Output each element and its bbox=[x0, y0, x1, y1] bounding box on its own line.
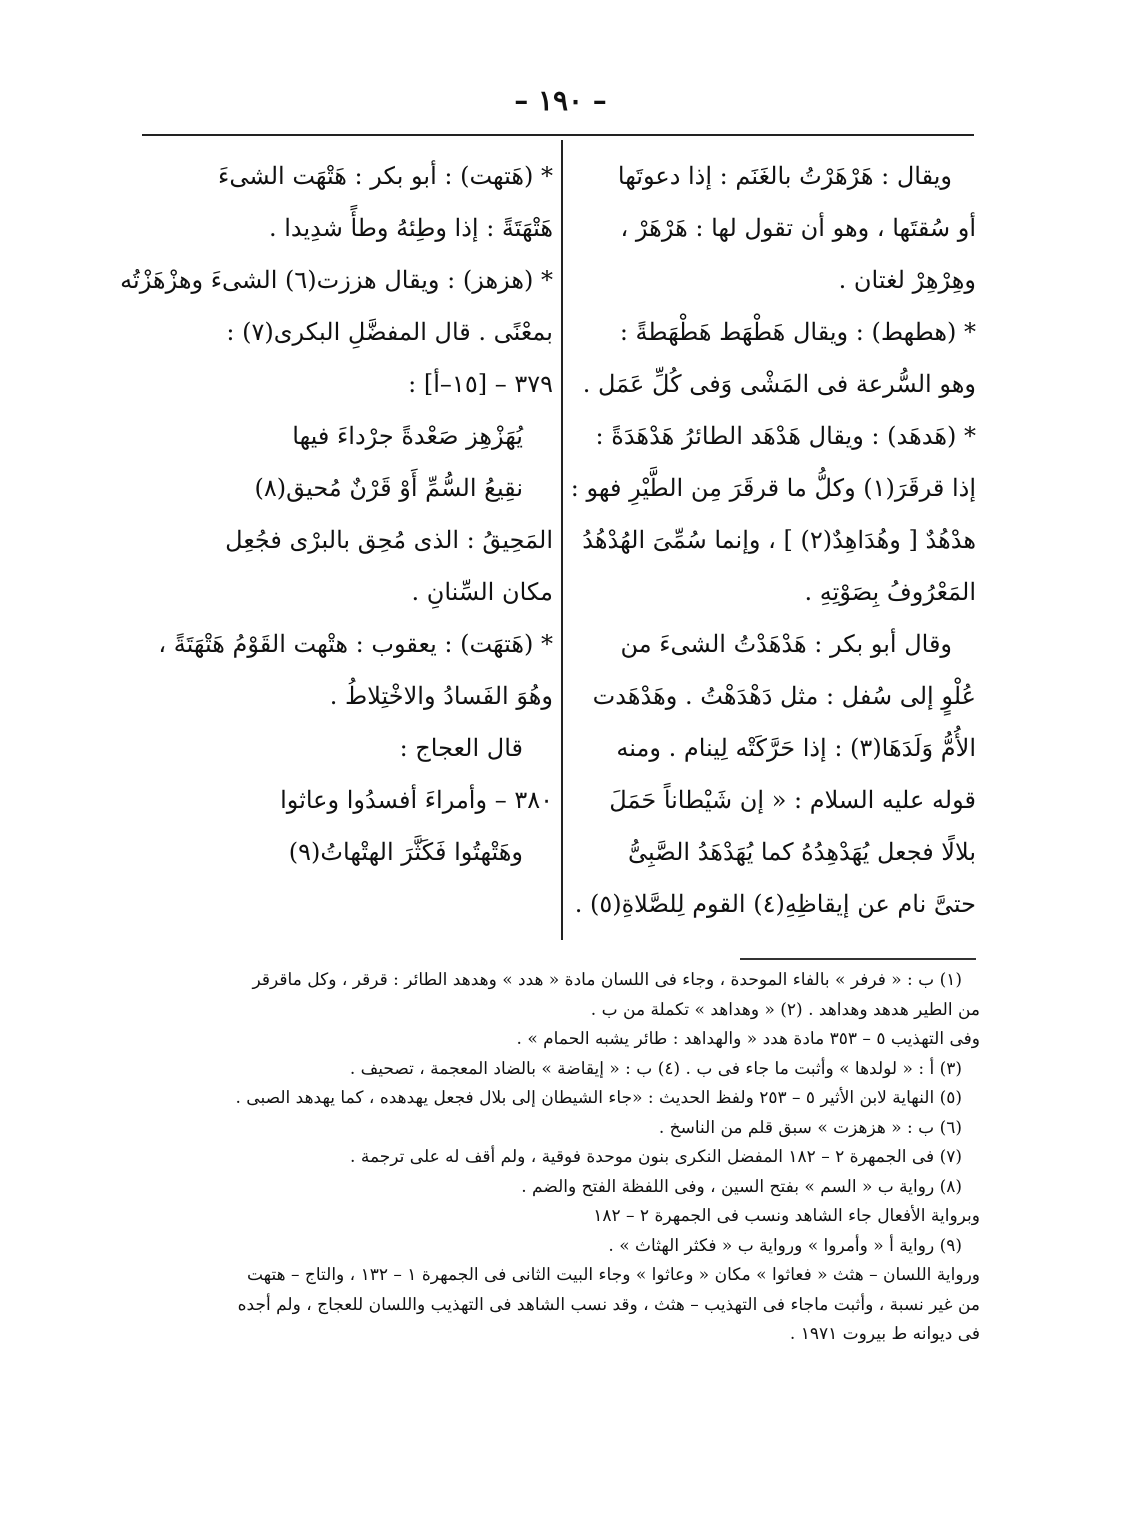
text-line: ويقال : هَرْهَرْتُ بالغَنَم : إذا دعوتَها bbox=[617, 162, 952, 190]
footnotes bbox=[150, 966, 980, 1350]
text-line: المَحِيقُ : الذى مُحِق بالبرْى فجُعِل bbox=[225, 526, 553, 554]
header-rule bbox=[142, 134, 974, 136]
footnote-line: (١) ب : « فرفر » بالفاء الموحدة ، وجاء فى اللسان مادة « هدد » وهدهد الطائر : قرقر ، وكل ماقرقر bbox=[252, 970, 962, 990]
footnote-line: ورواية اللسان – هثث « فعاثوا » مكان « وعاثوا » وجاء البيت الثانى فى الجمهرة ١ – ١٣٢ ، والتاج – هتهت bbox=[246, 1265, 980, 1285]
footnote-line: وبرواية الأفعال جاء الشاهد ونسب فى الجمهرة ٢ – ١٨٢ bbox=[593, 1206, 980, 1226]
text-line: * (هَدهَد) : ويقال هَدْهَد الطائرُ هَدْهَدَةً : bbox=[595, 422, 976, 450]
text-line: * (هزهز) : ويقال هززت(٦) الشىءَ وهزْهَزْتُه bbox=[120, 266, 553, 294]
text-line: أو سُقتَها ، وهو أن تقول لها : هَرْهَرْ ، bbox=[620, 214, 976, 242]
text-line: وهِرْهِرْ لغتان . bbox=[838, 266, 976, 294]
text-line: نقِيعُ السُّمِّ أَوْ قَرْنٌ مُحيق(٨) bbox=[254, 474, 523, 502]
footnote-line: (٧) فى الجمهرة ٢ – ١٨٢ المفضل النكرى بنون موحدة فوقية ، ولم أقف له على ترجمة . bbox=[350, 1147, 962, 1167]
text-line: يُهَزْهِز صَعْدةً جرْداءَ فيها bbox=[292, 422, 523, 450]
text-line: وهَتْهتُوا فَكَثَّرَ الهتْهاتُ(٩) bbox=[288, 838, 523, 866]
footnote-line: (٣) أ : « لولدها » وأثبت ما جاء فى ب . (٤) ب : « إيقاضة » بالضاد المعجمة ، تصحيف . bbox=[349, 1058, 962, 1079]
text-line: * (هَتهَت) : يعقوب : هتْهت القَوْمُ هَتْهَتَةً ، bbox=[158, 630, 553, 658]
text-line: المَعْرُوفُ بِصَوْتِهِ . bbox=[804, 578, 976, 606]
right-column bbox=[572, 150, 976, 950]
text-line: الأُمُّ وَلَدَهَا(٣) : إذا حَرَّكَتْه لِينام . ومنه bbox=[616, 734, 976, 762]
text-line: بمعْنًى . قال المفضَّلِ البكرى(٧) : bbox=[226, 318, 553, 346]
text-line: عُلْوٍ إلى سُفل : مثل دَهْدَهْتُ . وهَدْهَدت bbox=[592, 682, 976, 710]
text-line: بلالًا فجعل يُهَدْهِدُهُ كما يُهَدْهَدُ الصَّبِىُّ bbox=[628, 838, 976, 866]
footnote-line: (٦) ب : « هزهزت » سبق قلم من الناسخ . bbox=[658, 1117, 962, 1138]
text-line: حتىَّ نام عن إيقاظِهِ(٤) القوم لِلصَّلاةِ(٥) . bbox=[574, 890, 976, 918]
footnote-line: (٥) النهاية لابن الأثير ٥ – ٢٥٣ ولفظ الحديث : «جاء الشيطان إلى بلال فجعل يهدهده ، كما يهدهد الصبى . bbox=[235, 1088, 962, 1108]
footnote-line: (٩) رواية أ « وأمروا » ورواية ب « فكثر الهثاث » . bbox=[608, 1235, 962, 1256]
text-line: وهُوَ الفَسادُ والاخْتِلاطُ . bbox=[329, 682, 553, 710]
text-line: هدْهُدٌ [ وهُدَاهِدٌ(٢) ] ، وإنما سُمِّىَ الهُدْهُدُ bbox=[582, 526, 976, 554]
footnote-line: (٨) رواية ب « السم » بفتح السين ، وفى اللفظة الفتح والضم . bbox=[521, 1176, 962, 1197]
left-column bbox=[120, 150, 553, 950]
footnote-line: وفى التهذيب ٥ – ٣٥٣ مادة هدد « والهداهد : طائر يشبه الحمام » . bbox=[516, 1029, 980, 1049]
footnote-rule bbox=[740, 958, 976, 960]
text-line: * (هَتهت) : أبو بكر : هَتْهَت الشىءَ bbox=[218, 162, 553, 190]
text-line: إذا قرقَرَ(١) وكلُّ ما قرقَرَ مِن الطَّيْرِ فهو : bbox=[570, 474, 976, 502]
text-line: ٣٨٠ – وأمراءَ أفسدُوا وعاثوا bbox=[280, 786, 553, 814]
text-line: قال العجاج : bbox=[399, 734, 523, 762]
text-line: هَتْهَتَةً : إذا وطِئهُ وطأً شدِيدا . bbox=[268, 214, 553, 242]
text-line: مكان السِّنانِ . bbox=[411, 578, 553, 606]
text-line: وهو السُّرعة فى المَشْى وَفى كُلِّ عَمَل . bbox=[582, 370, 976, 398]
footnote-line: من غير نسبة ، وأثبت ماجاء فى التهذيب – هثث ، وقد نسب الشاهد فى التهذيب واللسان للعجاج ، ولم أجده bbox=[237, 1294, 980, 1315]
text-line: * (هطهط) : ويقال هَطْهَط هَطْهَطةً : bbox=[619, 318, 976, 346]
page-number: – ١٩٠ – bbox=[514, 84, 607, 117]
footnote-line: من الطير هدهد وهداهد . (٢) « وهداهد » تكملة من ب . bbox=[590, 999, 980, 1020]
text-line: قوله عليه السلام : « إن شَيْطاناً حَمَلَ bbox=[609, 786, 976, 814]
text-line: ٣٧٩ – [١٥–أ] : bbox=[408, 370, 553, 398]
text-line: وقال أبو بكر : هَدْهَدْتُ الشىءَ من bbox=[620, 630, 952, 658]
column-divider bbox=[561, 140, 563, 940]
footnote-line: فى ديوانه ط بيروت ١٩٧١ . bbox=[789, 1324, 980, 1344]
